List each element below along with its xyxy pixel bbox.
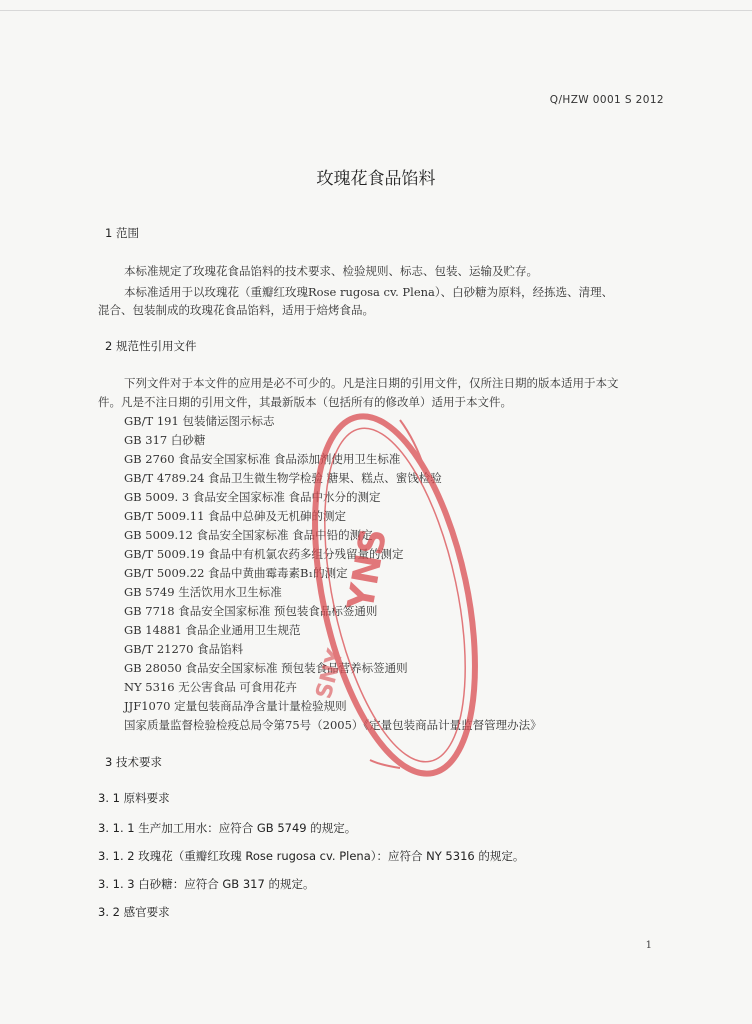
section-1-paragraph-1: 本标准规定了玫瑰花食品馅料的技术要求、检验规则、标志、包装、运输及贮存。 — [124, 264, 538, 278]
section-2-intro-line-1: 下列文件对于本文件的应用是必不可少的。凡是注日期的引用文件，仅所注日期的版本适用于本文 — [124, 376, 619, 390]
page-number: 1 — [645, 940, 652, 951]
reference-item: 国家质量监督检验检疫总局令第75号（2005）《定量包装商品计量监督管理办法》 — [124, 718, 542, 732]
section-3-1-1-clause: 3. 1. 1 生产加工用水：应符合 GB 5749 的规定。 — [98, 821, 357, 835]
section-3-2-heading: 3. 2 感官要求 — [98, 905, 170, 919]
scan-edge-line — [0, 10, 752, 11]
section-1-paragraph-2-line-2: 混合、包装制成的玫瑰花食品馅料，适用于焙烤食品。 — [98, 303, 374, 317]
reference-item: JJF1070 定量包装商品净含量计量检验规则 — [124, 699, 347, 713]
reference-item: GB 14881 食品企业通用卫生规范 — [124, 623, 301, 637]
reference-item: GB/T 5009.22 食品中黄曲霉毒素B₁的测定 — [124, 566, 348, 580]
section-2-heading: 2 规范性引用文件 — [105, 339, 197, 353]
document-title: 玫瑰花食品馅料 — [316, 169, 436, 189]
reference-item: GB 28050 食品安全国家标准 预包装食品营养标签通则 — [124, 661, 408, 675]
reference-item: GB/T 5009.19 食品中有机氯农药多组分残留量的测定 — [124, 547, 404, 561]
reference-item: GB 5749 生活饮用水卫生标准 — [124, 585, 282, 599]
section-3-1-3-clause: 3. 1. 3 白砂糖：应符合 GB 317 的规定。 — [98, 877, 315, 891]
section-3-1-2-clause: 3. 1. 2 玫瑰花（重瓣红玫瑰 Rose rugosa cv. Plena）：应符合 NY 5316 的规定。 — [98, 849, 525, 863]
standard-code: Q/HZW 0001 S 2012 — [549, 94, 664, 106]
section-3-1-heading: 3. 1 原料要求 — [98, 791, 170, 805]
reference-item: GB 5009. 3 食品安全国家标准 食品中水分的测定 — [124, 490, 381, 504]
section-2-intro-line-2: 件。凡是不注日期的引用文件，其最新版本（包括所有的修改单）适用于本文件。 — [98, 395, 512, 409]
reference-item: GB 7718 食品安全国家标准 预包装食品标签通则 — [124, 604, 378, 618]
section-3-heading: 3 技术要求 — [105, 755, 162, 769]
reference-item: GB/T 191 包装储运图示标志 — [124, 414, 275, 428]
reference-item: GB 317 白砂糖 — [124, 433, 206, 447]
reference-item: GB 5009.12 食品安全国家标准 食品中铅的测定 — [124, 528, 373, 542]
reference-item: GB/T 5009.11 食品中总砷及无机砷的测定 — [124, 509, 347, 523]
reference-item: GB/T 21270 食品馅料 — [124, 642, 244, 656]
reference-item: GB 2760 食品安全国家标准 食品添加剂使用卫生标准 — [124, 452, 401, 466]
section-1-heading: 1 范围 — [105, 226, 139, 240]
reference-item: NY 5316 无公害食品 可食用花卉 — [124, 680, 297, 694]
reference-item: GB/T 4789.24 食品卫生微生物学检验 糖果、糕点、蜜饯检验 — [124, 471, 442, 485]
section-1-paragraph-2-line-1: 本标准适用于以玫瑰花（重瓣红玫瑰Rose rugosa cv. Plena）、白砂糖为原料，经拣选、清理、 — [124, 285, 614, 299]
stamp-lettering: YNS — [340, 525, 396, 614]
svg-text:SNY: SNY — [311, 646, 349, 702]
